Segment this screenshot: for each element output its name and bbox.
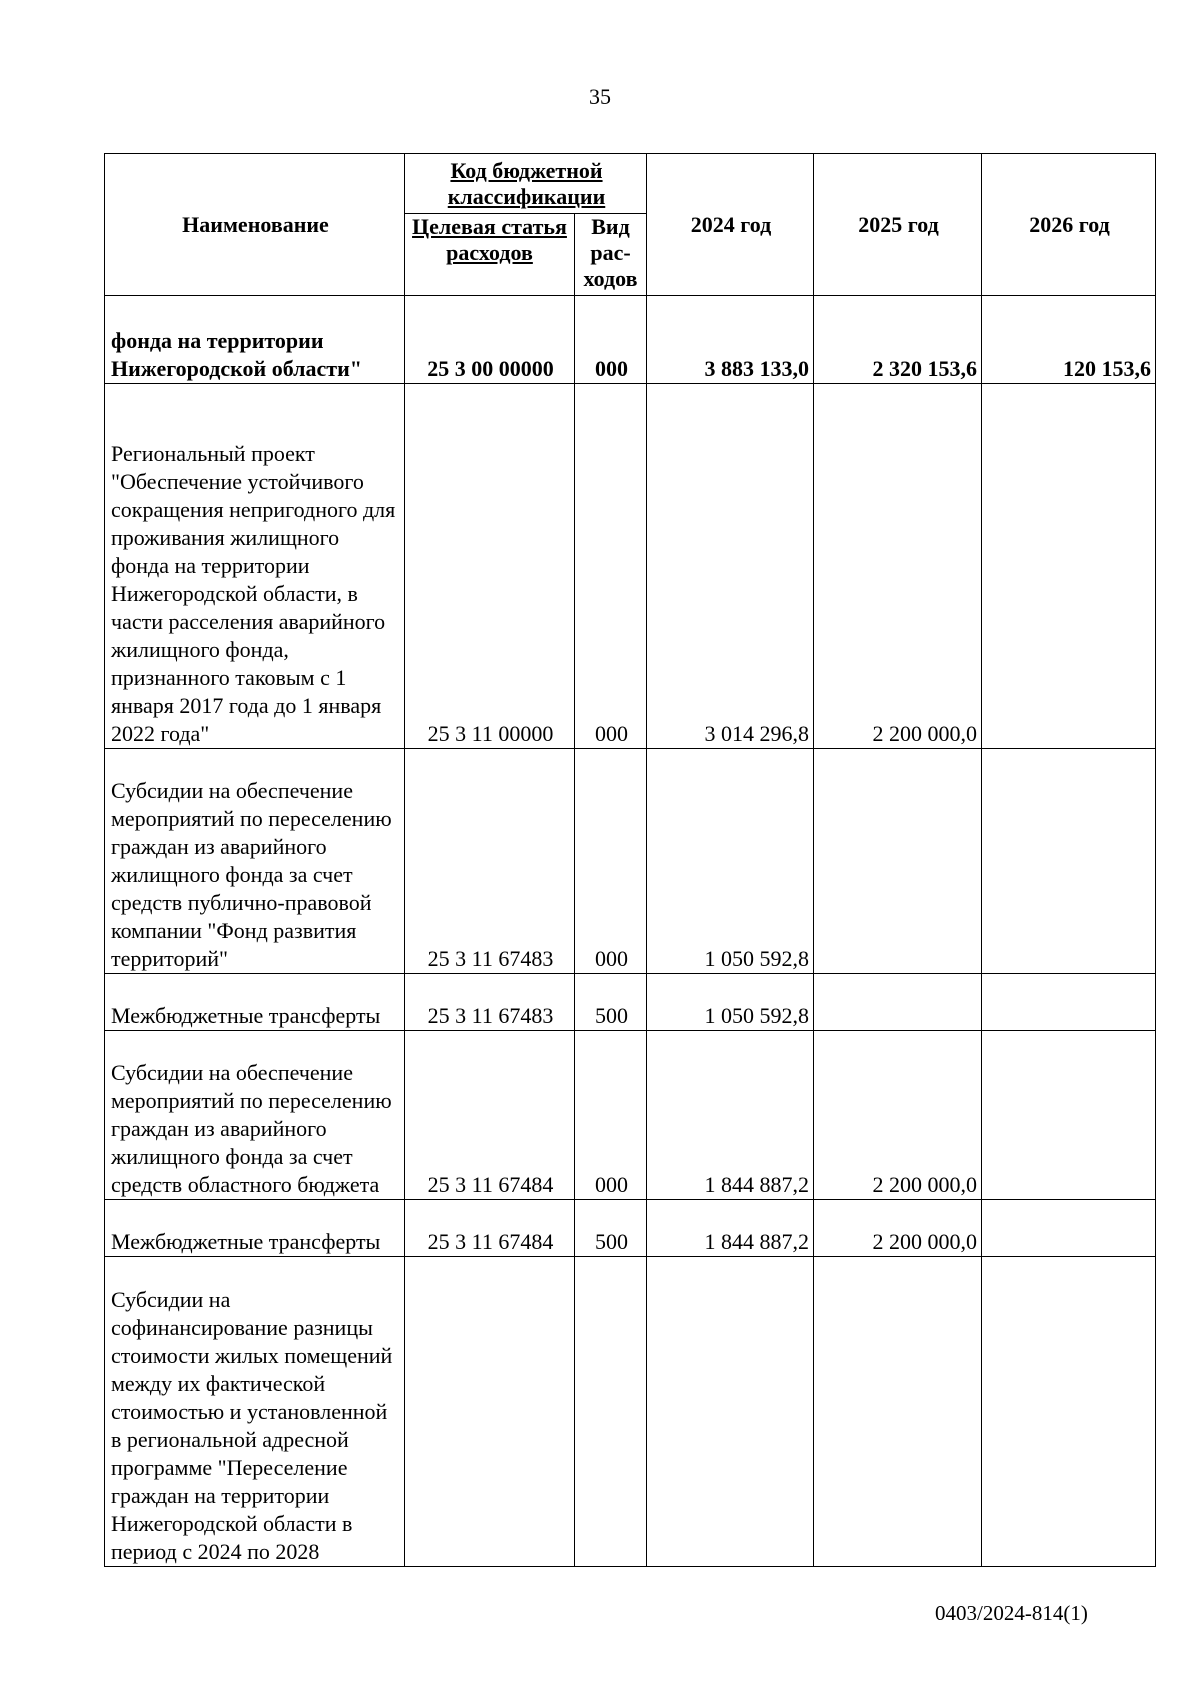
row-expense-type: 000	[575, 749, 647, 974]
table-row	[105, 296, 1156, 384]
row-amount-2025	[814, 1257, 982, 1567]
row-name: Субсидии на софинансирование разницы стоимости жилых помещений между их фактической стоимостью и установленной в региональной адресной программе "Переселение граждан на территории Нижегородской области в период с 2024 по 2028	[105, 1257, 405, 1567]
header-expense-type: Вид рас-ходов	[575, 214, 647, 296]
header-year-2026: 2026 год	[982, 154, 1156, 296]
row-target-article: 25 3 00 00000	[405, 296, 575, 384]
table-row	[105, 749, 1156, 974]
row-amount-2025: 2 200 000,0	[814, 1031, 982, 1200]
row-amount-2026	[982, 384, 1156, 749]
row-amount-2025: 2 320 153,6	[814, 296, 982, 384]
row-target-article: 25 3 11 67483	[405, 974, 575, 1031]
row-amount-2026	[982, 1200, 1156, 1257]
header-year-2025: 2025 год	[814, 154, 982, 296]
row-amount-2024: 1 050 592,8	[647, 749, 814, 974]
row-amount-2024: 1 844 887,2	[647, 1031, 814, 1200]
row-expense-type: 000	[575, 384, 647, 749]
header-year-2024: 2024 год	[647, 154, 814, 296]
row-name: Межбюджетные трансферты	[105, 974, 405, 1031]
row-name: фонда на территории Нижегородской области"	[105, 296, 405, 384]
row-name: Субсидии на обеспечение мероприятий по переселению граждан из аварийного жилищного фонда за счет средств публично-правовой компании "Фонд развития территорий"	[105, 749, 405, 974]
row-target-article: 25 3 11 00000	[405, 384, 575, 749]
table-row	[105, 384, 1156, 749]
row-amount-2025: 2 200 000,0	[814, 1200, 982, 1257]
row-amount-2026	[982, 1031, 1156, 1200]
row-expense-type: 000	[575, 1031, 647, 1200]
header-target-article: Целевая статья расходов	[405, 214, 575, 296]
row-name: Межбюджетные трансферты	[105, 1200, 405, 1257]
row-target-article: 25 3 11 67484	[405, 1200, 575, 1257]
header-budget-code-group: Код бюджетной классификации	[405, 154, 647, 214]
table-row	[105, 1031, 1156, 1200]
row-target-article: 25 3 11 67483	[405, 749, 575, 974]
row-amount-2026	[982, 749, 1156, 974]
row-amount-2026	[982, 974, 1156, 1031]
table-row	[105, 1200, 1156, 1257]
budget-table	[104, 153, 1156, 1567]
row-target-article: 25 3 11 67484	[405, 1031, 575, 1200]
row-amount-2025: 2 200 000,0	[814, 384, 982, 749]
row-expense-type: 500	[575, 974, 647, 1031]
row-target-article	[405, 1257, 575, 1567]
row-amount-2025	[814, 749, 982, 974]
row-amount-2024: 3 014 296,8	[647, 384, 814, 749]
document-code: 0403/2024-814(1)	[935, 1601, 1088, 1625]
row-name: Субсидии на обеспечение мероприятий по переселению граждан из аварийного жилищного фонда за счет средств областного бюджета	[105, 1031, 405, 1200]
page-number: 35	[589, 84, 611, 109]
row-amount-2024: 3 883 133,0	[647, 296, 814, 384]
header-name: Наименование	[105, 154, 405, 296]
row-expense-type	[575, 1257, 647, 1567]
row-amount-2025	[814, 974, 982, 1031]
row-amount-2026	[982, 1257, 1156, 1567]
row-name: Региональный проект "Обеспечение устойчивого сокращения непригодного для проживания жилищного фонда на территории Нижегородской области, в части расселения аварийного жилищного фонда, признанного таковым с 1 января 2017 года до 1 января 2022 года"	[105, 384, 405, 749]
row-amount-2024: 1 050 592,8	[647, 974, 814, 1031]
table-row	[105, 974, 1156, 1031]
row-expense-type: 500	[575, 1200, 647, 1257]
row-expense-type: 000	[575, 296, 647, 384]
row-amount-2024	[647, 1257, 814, 1567]
row-amount-2026: 120 153,6	[982, 296, 1156, 384]
table-row	[105, 1257, 1156, 1567]
row-amount-2024: 1 844 887,2	[647, 1200, 814, 1257]
